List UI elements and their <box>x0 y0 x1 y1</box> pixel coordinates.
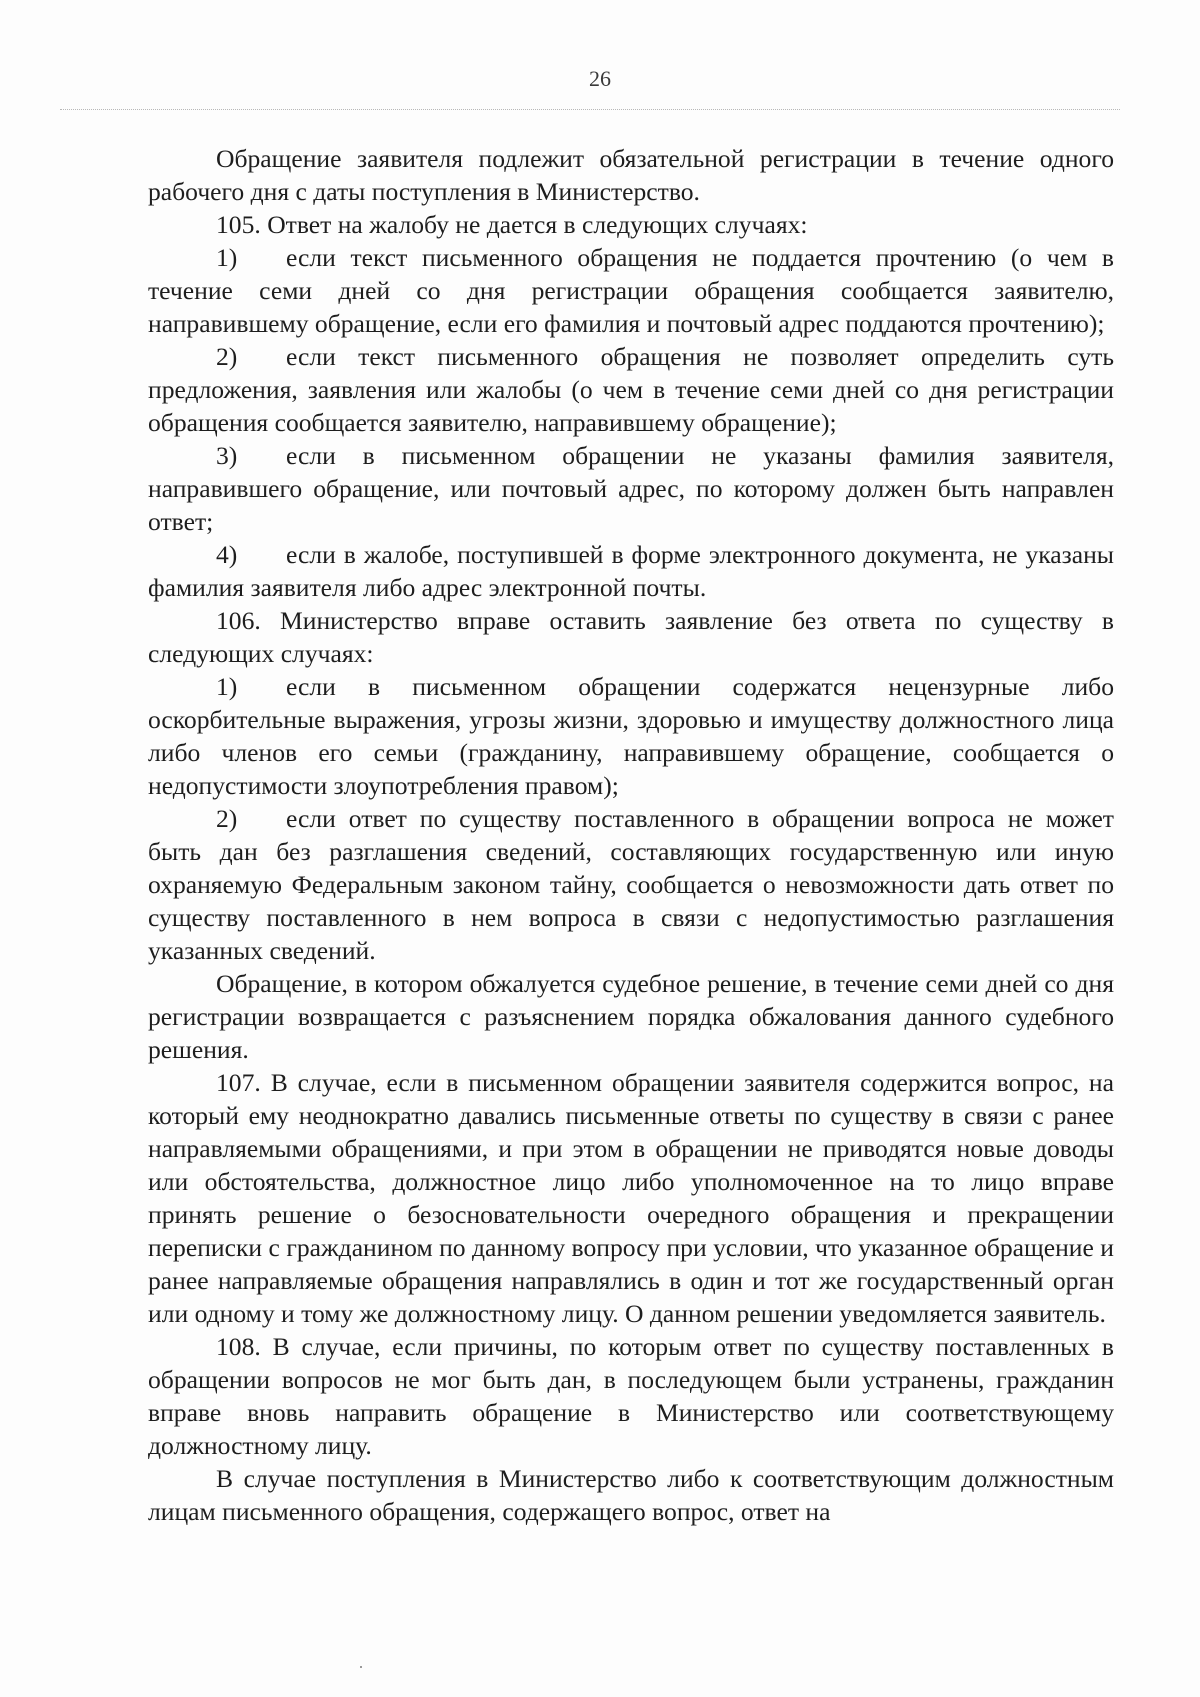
paragraph-107: 107. В случае, если в письменном обращении заявителя содержится вопрос, на который ему неоднократно давались письменные ответы по существу в связи с ранее направляемыми обращениями, и при этом в обращении не приводятся новые доводы или обстоятельства, должностное лицо либо уполномоченное на то лицо вправе принять решение о безосновательности очередного обращения и прекращении переписки с гражданином по данному вопросу при условии, что указанное обращение и ранее направляемые обращения направлялись в один и тот же государственный орган или одному и тому же должностному лицу. О данном решении уведомляется заявитель. <box>148 1068 1114 1328</box>
scan-artifact-line <box>60 109 1120 110</box>
list-item-105-2 <box>148 340 1114 439</box>
document-body <box>148 142 1114 1528</box>
list-number: 2) <box>216 342 238 371</box>
list-number: 2) <box>216 804 238 833</box>
list-item-text: если текст письменного обращения не поддается прочтению (о чем в течение семи дней со дня регистрации обращения сообщается заявителю, направившему обращение, если его фамилия и почтовый адрес поддаются прочтению); <box>148 243 1114 338</box>
list-number: 4) <box>216 540 238 569</box>
paragraph-court-decision: Обращение, в котором обжалуется судебное решение, в течение семи дней со дня регистрации возвращается с разъяснением порядка обжалования данного судебного решения. <box>148 969 1114 1064</box>
paragraph-108: 108. В случае, если причины, по которым ответ по существу поставленных в обращении вопросов не мог быть дан, в последующем были устранены, гражданин вправе вновь направить обращение в Министерство или соответствующему должностному лицу. <box>148 1332 1114 1460</box>
paragraph-106: 106. Министерство вправе оставить заявление без ответа по существу в следующих случаях: <box>148 606 1114 668</box>
paragraph-registration: Обращение заявителя подлежит обязательной регистрации в течение одного рабочего дня с даты поступления в Министерство. <box>148 144 1114 206</box>
scan-artifact-dot <box>360 1666 362 1668</box>
list-item-106-2 <box>148 802 1114 967</box>
list-number: 1) <box>216 672 238 701</box>
list-item-text: если в письменном обращении содержатся нецензурные либо оскорбительные выражения, угрозы жизни, здоровью и имуществу должностного лица либо членов его семьи (гражданину, направившему обращение, сообщается о недопустимости злоупотребления правом); <box>148 672 1114 800</box>
paragraph-108-continued: В случае поступления в Министерство либо к соответствующим должностным лицам письменного обращения, содержащего вопрос, ответ на <box>148 1464 1114 1526</box>
list-item-105-3 <box>148 439 1114 538</box>
page-number: 26 <box>589 66 611 91</box>
list-item-text: если в письменном обращении не указаны фамилия заявителя, направившего обращение, или почтовый адрес, по которому должен быть направлен ответ; <box>148 441 1114 536</box>
list-number: 3) <box>216 441 238 470</box>
list-item-text: если текст письменного обращения не позволяет определить суть предложения, заявления или жалобы (о чем в течение семи дней со дня регистрации обращения сообщается заявителю, направившему обращение); <box>148 342 1114 437</box>
list-item-text: если ответ по существу поставленного в обращении вопроса не может быть дан без разглашения сведений, составляющих государственную или иную охраняемую Федеральным законом тайну, сообщается о невозможности дать ответ по существу поставленного в нем вопроса в связи с недопустимостью разглашения указанных сведений. <box>148 804 1114 965</box>
list-item-106-1 <box>148 670 1114 802</box>
list-item-105-4 <box>148 538 1114 604</box>
list-number: 1) <box>216 243 238 272</box>
list-item-text: если в жалобе, поступившей в форме электронного документа, не указаны фамилия заявителя либо адрес электронной почты. <box>148 540 1114 602</box>
list-item-105-1 <box>148 241 1114 340</box>
paragraph-105: 105. Ответ на жалобу не дается в следующих случаях: <box>216 210 808 239</box>
